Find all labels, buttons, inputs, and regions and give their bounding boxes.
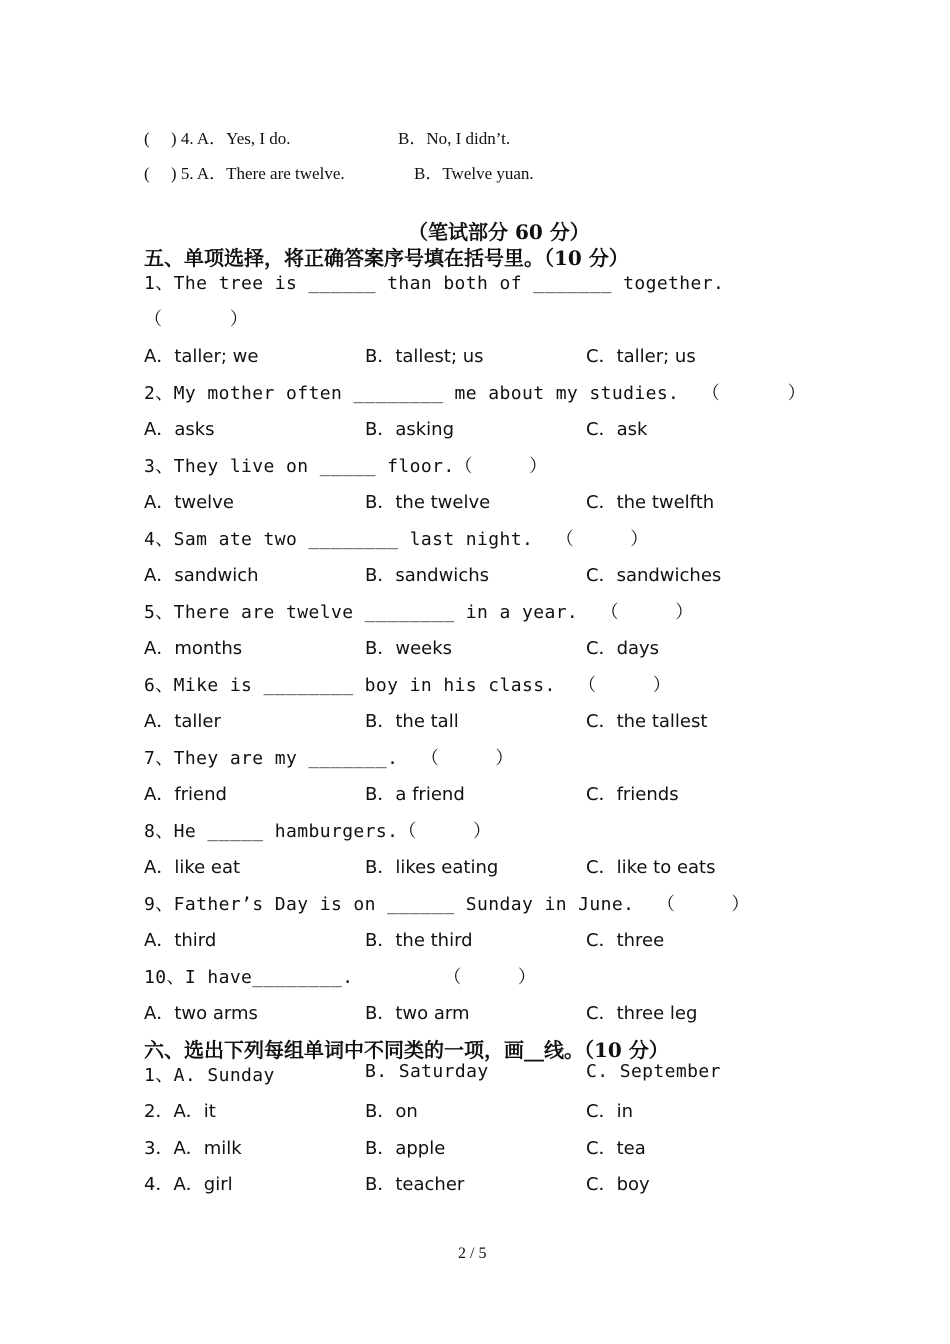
q9-option-a: A．third: [144, 930, 217, 951]
q3-option-c: C．the twelfth: [586, 492, 715, 513]
listening-item-5-b: B．Twelve yuan.: [414, 164, 534, 183]
q8-option-c: C．like to eats: [586, 857, 716, 878]
question-4-stem: 4、Sam ate two ________ last night. （ ）: [144, 529, 649, 550]
q2-option-b: B．asking: [365, 419, 455, 440]
question-8-stem: 8、He _____ hamburgers.（ ）: [144, 821, 492, 842]
q4-option-b: B．sandwichs: [365, 565, 489, 586]
q9-option-b: B．the third: [365, 930, 473, 951]
s6-row-3-b: B．apple: [365, 1138, 446, 1159]
section6-title: 六、选出下列每组单词中不同类的一项，画__线。（10 分）: [144, 1038, 669, 1062]
page-number: 2 / 5: [458, 1245, 487, 1262]
s6-row-2-a: 2．A．it: [144, 1101, 216, 1122]
s6-row-1-c: C. September: [586, 1061, 721, 1082]
q6-option-a: A．taller: [144, 711, 221, 732]
q4-option-c: C．sandwiches: [586, 565, 722, 586]
s6-row-1-b: B. Saturday: [365, 1061, 489, 1082]
q10-option-a: A．two arms: [144, 1003, 258, 1024]
s6-row-4-c: C．boy: [586, 1174, 650, 1195]
q2-option-a: A．asks: [144, 419, 215, 440]
q1-option-c: C．taller; us: [586, 346, 696, 367]
question-7-stem: 7、They are my _______. （ ）: [144, 748, 514, 769]
question-3-stem: 3、They live on _____ floor.（ ）: [144, 456, 548, 477]
q7-option-c: C．friends: [586, 784, 679, 805]
s6-row-3-a: 3．A．milk: [144, 1138, 242, 1159]
q5-option-c: C．days: [586, 638, 660, 659]
q7-option-b: B．a friend: [365, 784, 465, 805]
question-1-bracket: （ ）: [144, 309, 249, 330]
q10-option-b: B．two arm: [365, 1003, 470, 1024]
section5-title: 五、单项选择，将正确答案序号填在括号里。（10 分）: [144, 246, 629, 270]
q9-option-c: C．three: [586, 930, 665, 951]
question-2-stem: 2、My mother often ________ me about my studies. （ ）: [144, 383, 806, 404]
q3-option-b: B．the twelve: [365, 492, 491, 513]
q1-option-a: A．taller; we: [144, 346, 259, 367]
q7-option-a: A．friend: [144, 784, 227, 805]
question-6-stem: 6、Mike is ________ boy in his class. （ ）: [144, 675, 672, 696]
q5-option-b: B．weeks: [365, 638, 453, 659]
q3-option-a: A．twelve: [144, 492, 234, 513]
q6-option-b: B．the tall: [365, 711, 459, 732]
q8-option-b: B．likes eating: [365, 857, 499, 878]
s6-row-1-a: 1、A. Sunday: [144, 1065, 275, 1086]
q10-option-c: C．three leg: [586, 1003, 698, 1024]
s6-row-2-c: C．in: [586, 1101, 633, 1122]
s6-row-2-b: B．on: [365, 1101, 418, 1122]
question-5-stem: 5、There are twelve ________ in a year. （ ）: [144, 602, 694, 623]
listening-item-4-b: B．No, I didn’t.: [398, 129, 511, 148]
question-9-stem: 9、Father’s Day is on ______ Sunday in June. （ ）: [144, 894, 750, 915]
q2-option-c: C．ask: [586, 419, 648, 440]
listening-item-4: ( ) 4. A．Yes, I do.: [144, 129, 291, 148]
q4-option-a: A．sandwich: [144, 565, 259, 586]
s6-row-3-c: C．tea: [586, 1138, 646, 1159]
written-part-header: （笔试部分 60 分）: [408, 220, 590, 244]
listening-item-5: ( ) 5. A．There are twelve.: [144, 164, 345, 183]
q6-option-c: C．the tallest: [586, 711, 708, 732]
q1-option-b: B．tallest; us: [365, 346, 484, 367]
q8-option-a: A．like eat: [144, 857, 241, 878]
q5-option-a: A．months: [144, 638, 243, 659]
question-10-stem: 10、I have________. （ ）: [144, 967, 537, 988]
s6-row-4-a: 4．A．girl: [144, 1174, 233, 1195]
s6-row-4-b: B．teacher: [365, 1174, 465, 1195]
question-1-stem: 1、The tree is ______ than both of _______ together.: [144, 273, 725, 294]
